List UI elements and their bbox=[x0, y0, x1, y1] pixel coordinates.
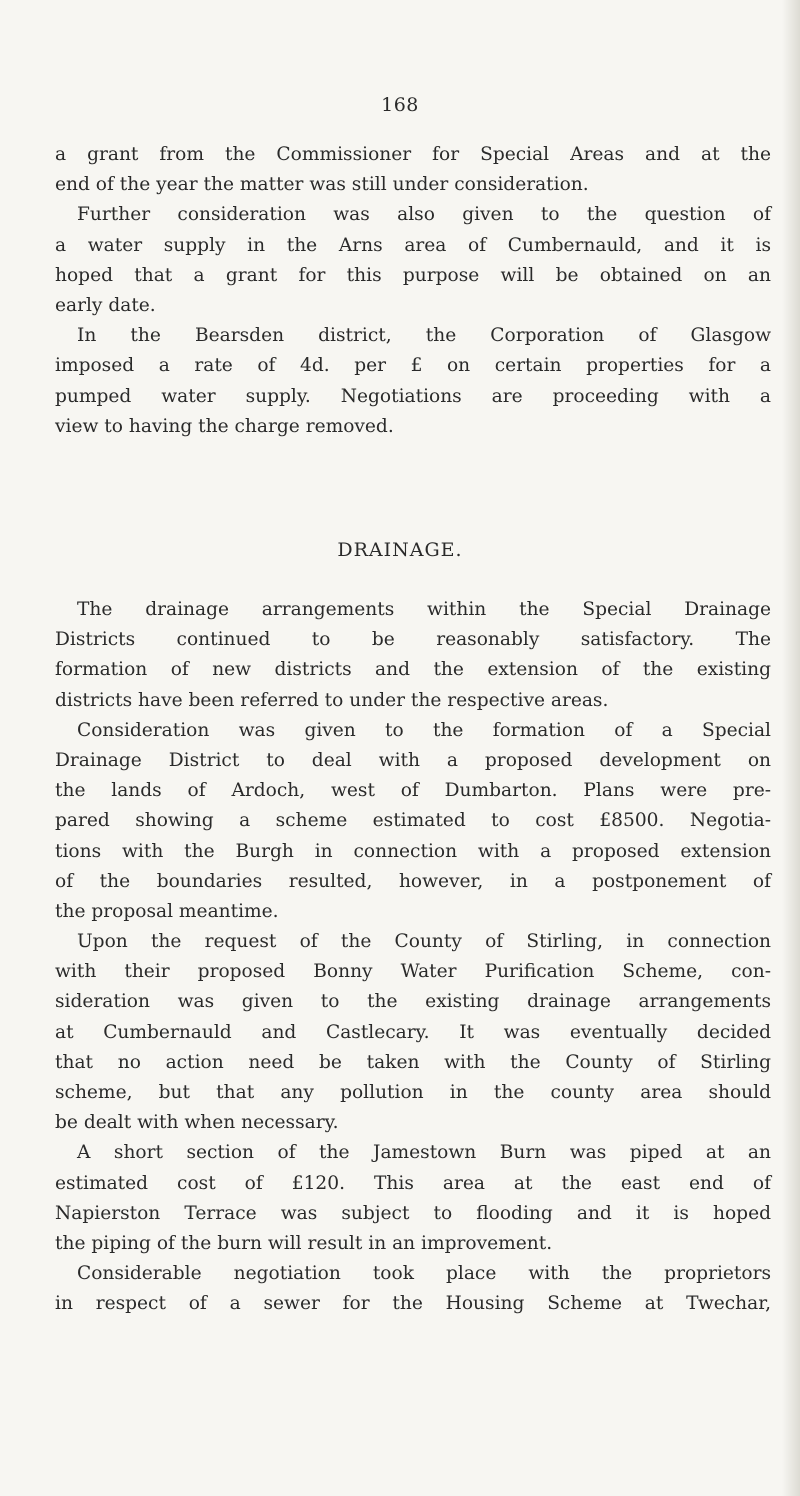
text-line: districts have been referred to under the respective areas. bbox=[55, 689, 609, 711]
text-line: view to having the charge removed. bbox=[55, 415, 394, 437]
text-line: that no action need be taken with the County of Stirling bbox=[55, 1051, 771, 1073]
text-line: scheme, but that any pollution in the county area should bbox=[55, 1082, 771, 1103]
text-line: a grant from the Commissioner for Special Areas and at the bbox=[55, 144, 771, 165]
page-edge-shadow bbox=[782, 0, 800, 1496]
text-line: imposed a rate of 4d. per £ on certain properties for a bbox=[55, 355, 771, 377]
text-line: sideration was given to the existing drainage arrangements bbox=[55, 991, 771, 1013]
text-line: pared showing a scheme estimated to cost £8500. Negotia- bbox=[55, 810, 771, 832]
text-line: Napierston Terrace was subject to flooding and it is hoped bbox=[55, 1202, 771, 1224]
text-line: the proposal meantime. bbox=[55, 900, 279, 922]
text-line: the lands of Ardoch, west of Dumbarton. Plans were pre- bbox=[55, 780, 771, 802]
text-line: tions with the Burgh in connection with a proposed extension bbox=[55, 840, 771, 862]
text-line: Further consideration was also given to the question of bbox=[77, 204, 771, 226]
text-line: formation of new districts and the extension of the existing bbox=[55, 659, 771, 681]
water-supply-paragraphs bbox=[55, 140, 771, 442]
drainage-paragraphs bbox=[55, 595, 771, 1320]
section-heading-drainage: DRAINAGE. bbox=[337, 539, 463, 561]
text-line: Drainage District to deal with a proposed development on bbox=[55, 749, 771, 771]
text-line: at Cumbernauld and Castlecary. It was eventually decided bbox=[55, 1021, 771, 1043]
text-line: end of the year the matter was still under consideration. bbox=[55, 174, 589, 196]
text-line: The drainage arrangements within the Special Drainage bbox=[77, 599, 771, 620]
text-line: the piping of the burn will result in an improvement. bbox=[55, 1232, 553, 1254]
text-line: Consideration was given to the formation of a Special bbox=[77, 719, 771, 741]
text-line: Upon the request of the County of Stirling, in connection bbox=[77, 931, 771, 953]
text-line: Districts continued to be reasonably satisfactory. The bbox=[55, 629, 771, 651]
text-line: be dealt with when necessary. bbox=[55, 1112, 339, 1134]
text-line: In the Bearsden district, the Corporation of Glasgow bbox=[77, 325, 771, 347]
text-line: in respect of a sewer for the Housing Scheme at Twechar, bbox=[55, 1293, 771, 1315]
text-line: hoped that a grant for this purpose will be obtained on an bbox=[55, 264, 771, 286]
text-line: of the boundaries resulted, however, in a postponement of bbox=[55, 870, 771, 892]
text-line: estimated cost of £120. This area at the east end of bbox=[55, 1172, 771, 1194]
text-line: A short section of the Jamestown Burn was piped at an bbox=[77, 1142, 771, 1164]
text-line: with their proposed Bonny Water Purification Scheme, con- bbox=[55, 961, 771, 983]
text-line: pumped water supply. Negotiations are proceeding with a bbox=[55, 385, 771, 407]
text-line: Considerable negotiation took place with the proprietors bbox=[77, 1263, 771, 1285]
text-line: a water supply in the Arns area of Cumbernauld, and it is bbox=[55, 234, 771, 256]
text-line: early date. bbox=[55, 294, 156, 316]
page-number: 168 bbox=[381, 94, 419, 116]
